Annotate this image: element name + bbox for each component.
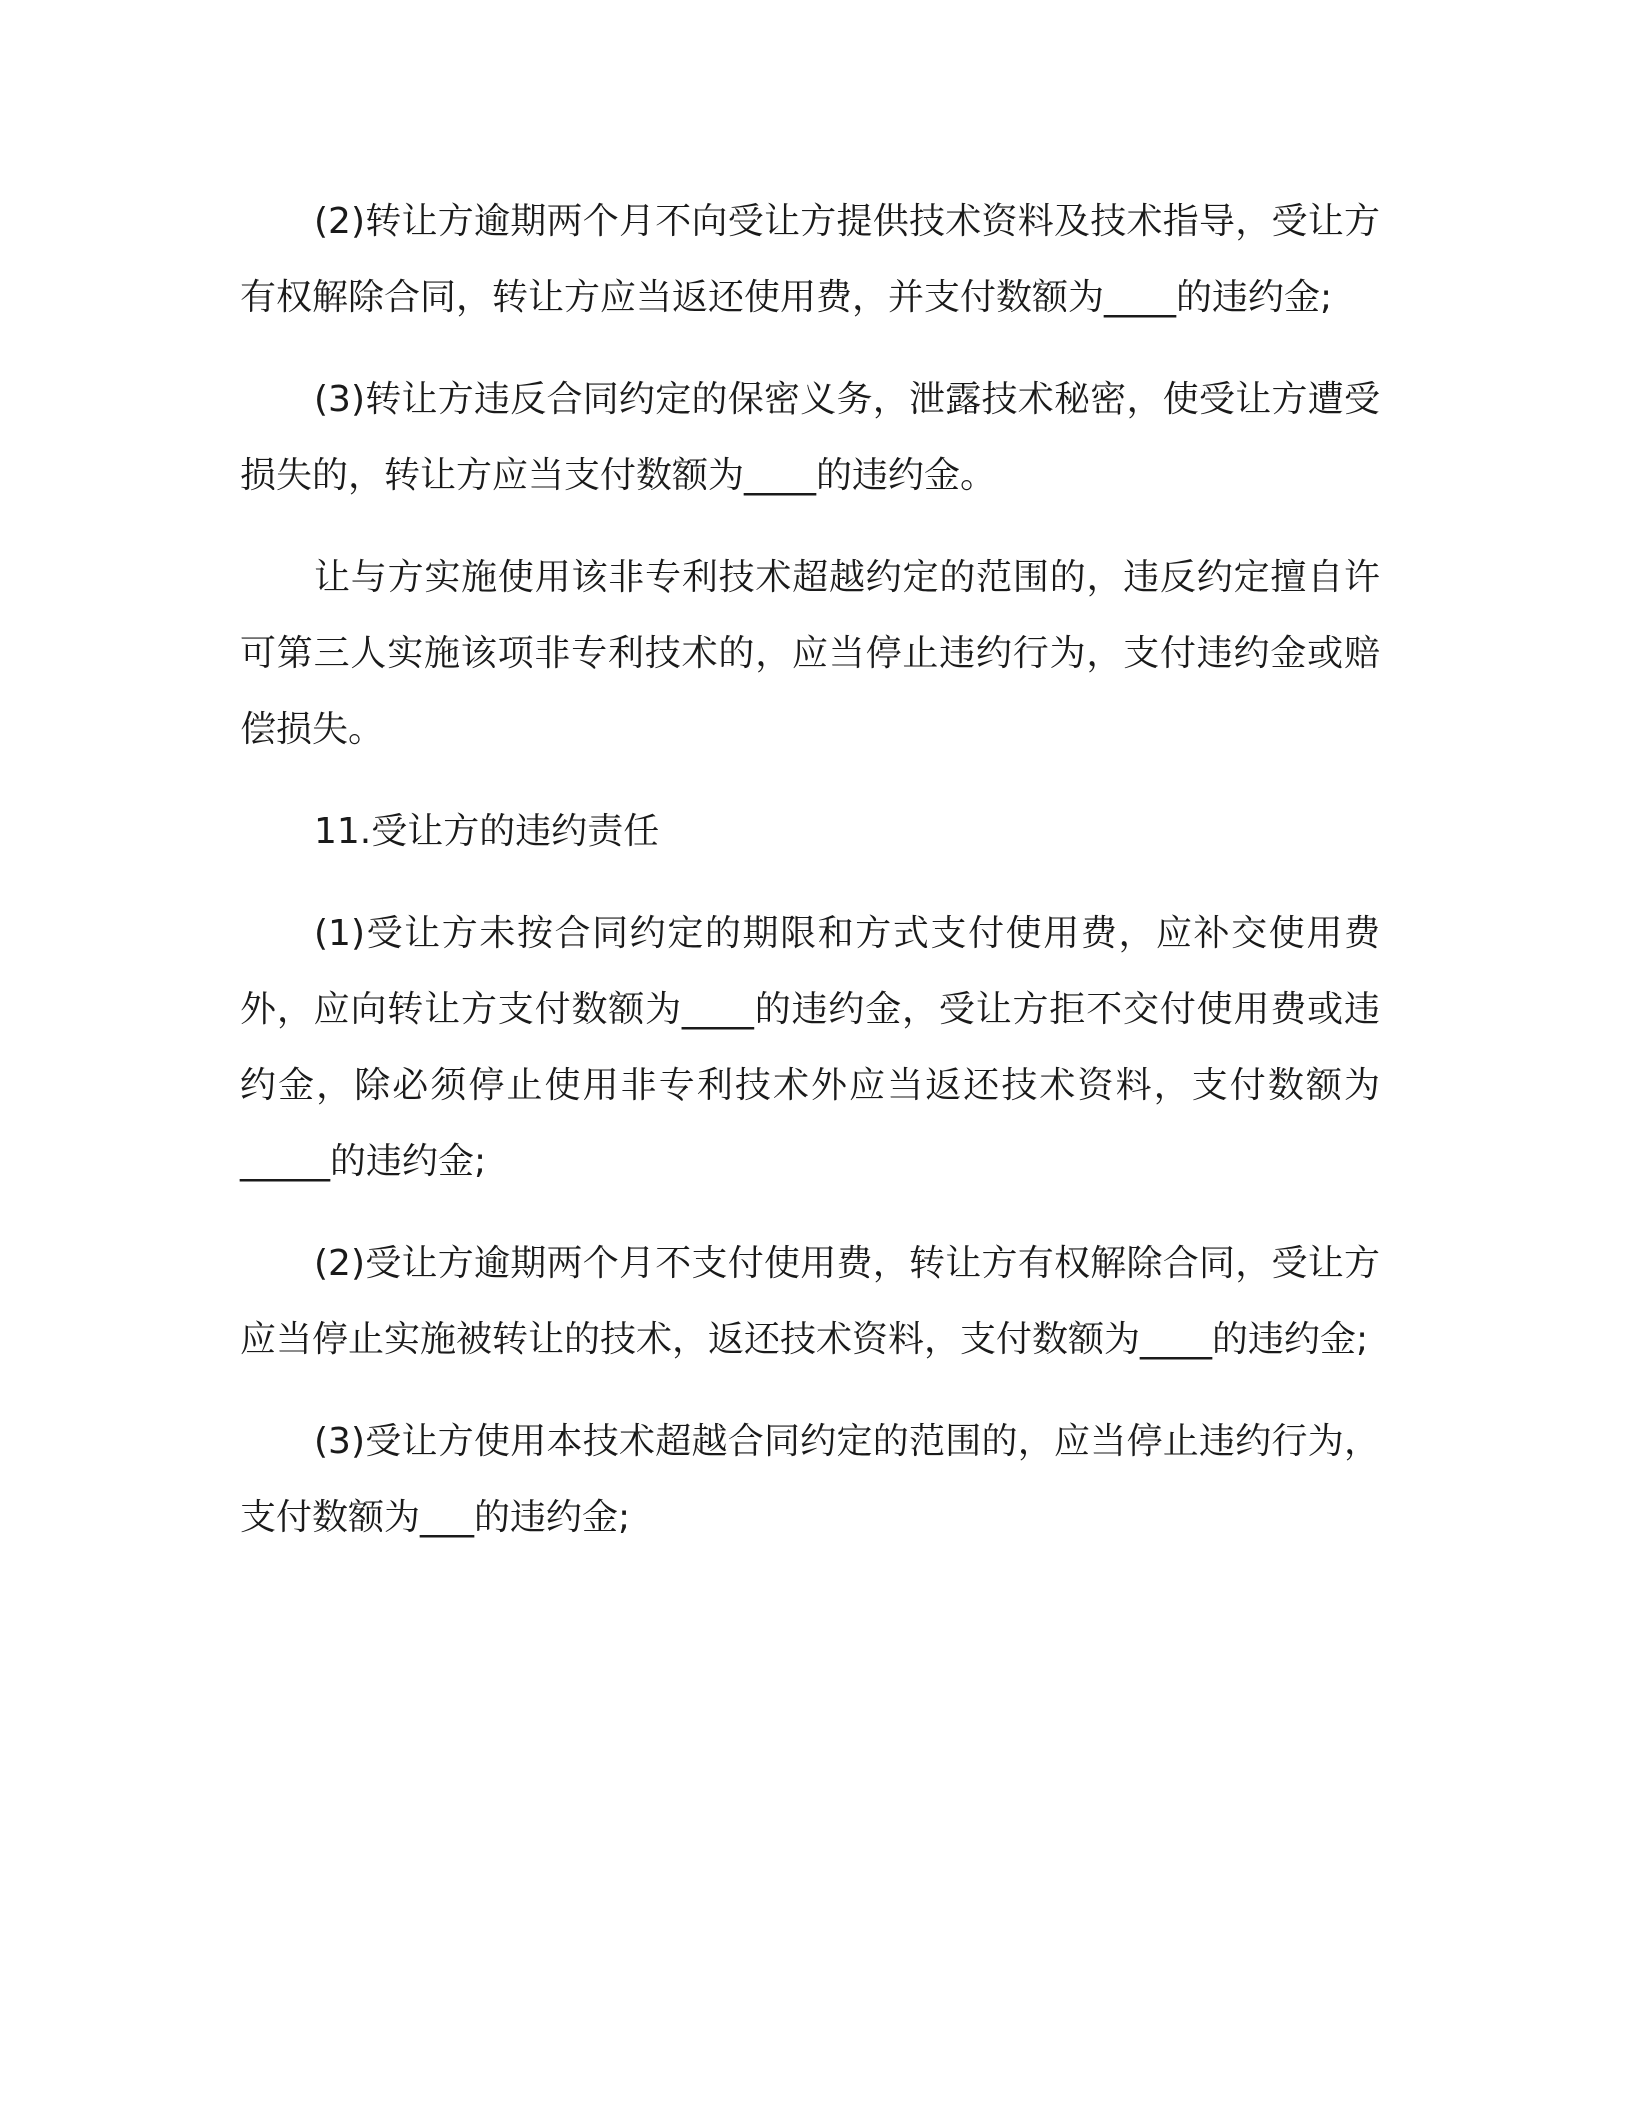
paragraph-transferor-scope: 让与方实施使用该非专利技术超越约定的范围的，违反约定擅自许可第三人实施该项非专利技术的，应当停止违约行为，支付违约金或赔偿损失。 — [240, 557, 1380, 750]
section-heading-transferee-liability: 11.受让方的违约责任 — [314, 811, 660, 852]
paragraph-transferee-clause-2: (2)受让方逾期两个月不支付使用费，转让方有权解除合同，受让方应当停止实施被转让的技术，返还技术资料，支付数额为____的违约金; — [240, 1243, 1380, 1360]
paragraph-transferor-clause-2: (2)转让方逾期两个月不向受让方提供技术资料及技术指导，受让方有权解除合同，转让方应当返还使用费，并支付数额为____的违约金; — [240, 201, 1380, 318]
document-body — [240, 184, 1380, 1582]
paragraph-transferor-clause-3: (3)转让方违反合同约定的保密义务，泄露技术秘密，使受让方遭受损失的，转让方应当支付数额为____的违约金。 — [240, 379, 1380, 496]
paragraph-transferee-clause-3: (3)受让方使用本技术超越合同约定的范围的，应当停止违约行为，支付数额为___的违约金; — [240, 1421, 1380, 1538]
paragraph-transferee-clause-1: (1)受让方未按合同约定的期限和方式支付使用费，应补交使用费外，应向转让方支付数额为____的违约金，受让方拒不交付使用费或违约金，除必须停止使用非专利技术外应当返还技术资料，支付数额为_____的违约金; — [240, 913, 1380, 1182]
